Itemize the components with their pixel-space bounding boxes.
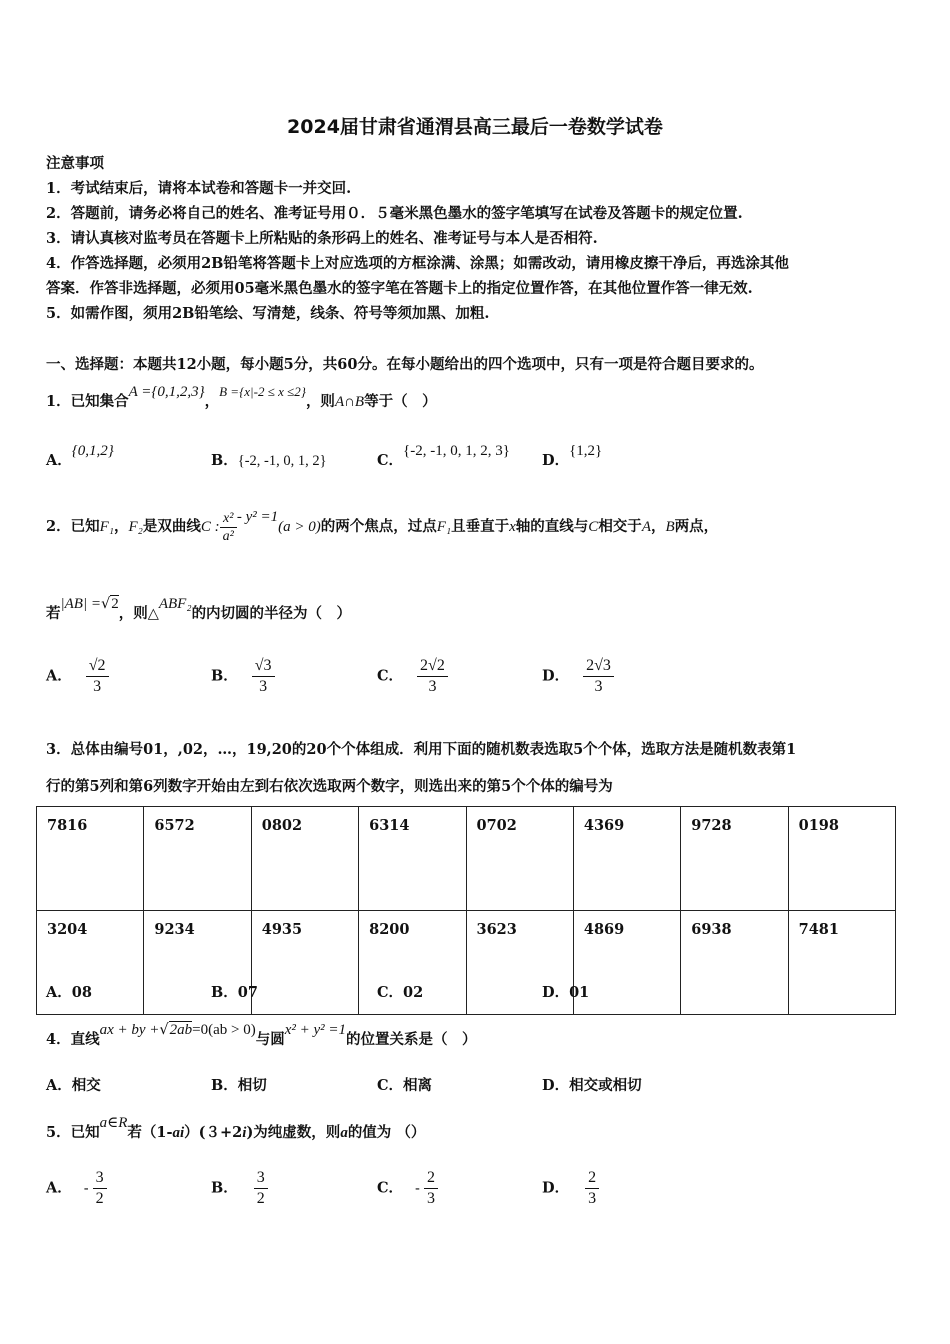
point-b: B	[665, 519, 675, 535]
q2-option-a[interactable]	[46, 656, 109, 697]
option-label: B．	[211, 1077, 238, 1094]
option-label: D．	[542, 1179, 570, 1197]
option-label: D．	[542, 452, 570, 469]
fraction-den: 3	[428, 678, 437, 695]
q1-text: 1．已知集合	[46, 393, 129, 410]
q3-option-c[interactable]	[377, 981, 423, 1002]
q3-option-b[interactable]	[211, 981, 258, 1002]
table-cell: 6572	[144, 807, 251, 911]
option-label: A．	[46, 452, 72, 469]
fraction-num: 2	[424, 1168, 438, 1189]
question-2-line2: 若|AB| =√2，则△ABF₂的内切圆的半径为（ ）	[46, 596, 352, 622]
table-cell: 7816	[37, 807, 144, 911]
option-fraction	[424, 1168, 438, 1209]
q4-text: 与圆	[255, 1031, 285, 1048]
option-value: {1,2}	[569, 443, 603, 459]
term-ai: ai	[172, 1125, 185, 1141]
note-item: 答案．作答非选择题，必须用05毫米黑色墨水的签字笔在答题卡上的指定位置作答，在其他位置作答一律无效.	[46, 280, 753, 297]
option-label: D．	[542, 984, 570, 1001]
q2-text: 的内切圆的半径为（ ）	[191, 605, 352, 622]
q3-option-d[interactable]	[542, 981, 589, 1002]
q4-option-d[interactable]	[542, 1074, 642, 1095]
table-cell: 7481	[788, 911, 895, 1015]
q1-sep: ，	[204, 393, 220, 410]
q4-text: 4．直线	[46, 1031, 100, 1048]
circle-eq: x² + y² =1	[284, 1022, 347, 1038]
table-cell: 4935	[251, 911, 358, 1015]
option-label: B．	[211, 984, 238, 1001]
focus-f2: F₂	[128, 519, 143, 535]
curve-fraction	[220, 510, 237, 545]
focus-f1: F₁	[99, 519, 114, 535]
q4-option-b[interactable]	[211, 1074, 267, 1095]
table-cell: 6314	[359, 807, 466, 911]
question-4: 4．直线ax + by +√2ab=0(ab > 0)与圆x² + y² =1的位置关系是（ ）	[46, 1022, 477, 1048]
curve-cond: (a > 0)	[278, 519, 321, 535]
q2-text: 2．已知	[46, 518, 100, 535]
q5-option-d[interactable]	[542, 1168, 599, 1209]
question-1	[46, 384, 437, 411]
table-cell: 0802	[251, 807, 358, 911]
table-cell: 3623	[466, 911, 573, 1015]
fraction-coef: 2	[420, 657, 429, 674]
q2-text: 两点，	[674, 518, 719, 535]
fraction-den: 3	[259, 678, 268, 695]
q4-option-c[interactable]	[377, 1074, 432, 1095]
option-value: 相切	[237, 1077, 267, 1094]
q2-text: 且垂直于	[451, 518, 510, 535]
option-fraction	[254, 1168, 268, 1209]
fraction-den: a²	[222, 528, 234, 544]
question-2	[46, 507, 718, 547]
option-fraction: $\frac{2√2}{3}$	[417, 656, 448, 697]
note-item: 5．如需作图，须用2B铅笔绘、写清楚，线条、符号等须加黑、加粗.	[46, 305, 490, 322]
q1-option-d[interactable]	[542, 443, 603, 470]
variable-a: a	[340, 1125, 348, 1141]
note-item: 2．答题前，请务必将自己的姓名、准考证号用０．５毫米黑色墨水的签字笔填写在试卷及答题卡的规定位置.	[46, 205, 743, 222]
q5-text: 5．已知	[46, 1124, 100, 1141]
option-label: B．	[211, 452, 238, 469]
option-label: D．	[542, 1077, 570, 1094]
option-value: 02	[403, 984, 424, 1001]
option-fraction	[93, 1168, 107, 1209]
note-item: 1．考试结束后，请将本试卷和答题卡一并交回.	[46, 180, 352, 197]
option-fraction: $\frac{√2}{3}$	[86, 656, 109, 697]
fraction-num: 2	[436, 657, 445, 674]
option-value: 08	[71, 984, 92, 1001]
fraction-num: 3	[254, 1168, 268, 1189]
option-value: {0,1,2}	[71, 443, 114, 459]
q1-option-c[interactable]	[377, 443, 510, 470]
condition: a∈R	[99, 1115, 128, 1131]
option-value: 01	[569, 984, 590, 1001]
note-item: 3．请认真核对监考员在答题卡上所粘贴的条形码上的姓名、准考证号与本人是否相符.	[46, 230, 598, 247]
table-row	[37, 911, 896, 1015]
option-label: A．	[46, 1179, 72, 1197]
table-cell: 3204	[37, 911, 144, 1015]
q4-option-a[interactable]	[46, 1074, 101, 1095]
fraction-num: 2	[585, 1168, 599, 1189]
curve-name: C :	[200, 519, 220, 535]
q5-text: 若（1-	[127, 1124, 173, 1141]
fraction-den: 3	[93, 678, 102, 695]
q2-sep: ，	[650, 518, 666, 535]
q3-option-a[interactable]	[46, 981, 92, 1002]
q5-text: ）(３+2	[184, 1124, 243, 1141]
option-value: 相离	[403, 1077, 433, 1094]
question-3-line2: 行的第5列和第6列数字开始由左到右依次选取两个数字，则选出来的第5个个体的编号为	[46, 778, 613, 795]
focus-f1: F₁	[436, 519, 452, 535]
exam-title: 2024届甘肃省通渭县高三最后一卷数学试卷	[287, 116, 663, 138]
option-label: B．	[211, 667, 238, 685]
option-sign: -	[415, 1180, 420, 1197]
fraction-num: 3	[602, 657, 611, 674]
table-row	[37, 807, 896, 911]
table-cell: 9234	[144, 911, 251, 1015]
q2-text: 若	[46, 605, 61, 622]
option-label: B．	[211, 1179, 238, 1197]
option-sign: -	[83, 1180, 89, 1197]
table-cell: 9728	[681, 807, 788, 911]
option-fraction	[585, 1168, 599, 1209]
random-number-table	[36, 806, 896, 1015]
q2-option-c[interactable]	[377, 656, 448, 697]
q5-option-a[interactable]	[46, 1168, 107, 1209]
option-label: C．	[377, 452, 404, 469]
fraction-den: 2	[95, 1190, 104, 1207]
curve-eq: - y² =1	[236, 509, 279, 525]
curve-name: C	[588, 519, 599, 535]
line-eq: ax + by +	[99, 1022, 160, 1038]
table-cell: 6938	[681, 911, 788, 1015]
q5-option-c[interactable]	[377, 1168, 438, 1209]
q5-text: 的值为 （）	[347, 1124, 426, 1141]
point-a: A	[641, 519, 651, 535]
fraction-num: 3	[93, 1168, 107, 1189]
fraction-den: 3	[594, 678, 603, 695]
table-cell: 4369	[573, 807, 680, 911]
table-cell: 4869	[573, 911, 680, 1015]
option-value: 相交或相切	[569, 1077, 642, 1094]
set-a: A ={0,1,2,3}	[128, 384, 205, 400]
sqrt-value: 2	[111, 596, 119, 612]
option-label: A．	[46, 1077, 72, 1094]
table-cell: 0702	[466, 807, 573, 911]
q1-option-a[interactable]	[46, 443, 114, 470]
q2-text: 相交于	[598, 518, 642, 535]
q4-text: 的位置关系是（ ）	[346, 1031, 477, 1048]
note-item: 4．作答选择题，必须用2B铅笔将答题卡上对应选项的方框涂满、涂黑；如需改动，请用橡皮擦干净后，再选涂其他	[46, 255, 789, 272]
fraction-den: 3	[426, 1190, 435, 1207]
set-b: B ={x|-2 ≤ x ≤2}	[219, 384, 306, 399]
option-value: 07	[237, 984, 258, 1001]
q1-option-b[interactable]	[211, 449, 327, 470]
x-axis: x	[509, 519, 516, 535]
q2-option-d[interactable]	[542, 656, 614, 697]
abs-ab: |AB| =	[60, 596, 101, 612]
fraction-coef: 2	[586, 657, 595, 674]
section-heading: 一、选择题：本题共12小题，每小题5分，共60分。在每小题给出的四个选项中，只有一项是符合题目要求的。	[46, 356, 764, 373]
q1-text: ，则	[305, 393, 335, 410]
question-5	[46, 1115, 426, 1142]
notes-heading: 注意事项	[46, 155, 104, 172]
option-fraction: $\frac{√3}{3}$	[252, 656, 275, 697]
q2-text: 轴的直线与	[515, 518, 589, 535]
q2-text: 的两个焦点，过点	[320, 518, 437, 535]
option-fraction: $\frac{2√3}{3}$	[583, 656, 614, 697]
option-value: {-2, -1, 0, 1, 2, 3}	[403, 443, 510, 459]
q2-option-b[interactable]	[211, 656, 275, 697]
option-label: C．	[377, 1179, 404, 1197]
term-i: i	[242, 1125, 247, 1141]
fraction-num: 2	[97, 657, 106, 674]
q2-text: ，则△	[118, 605, 159, 622]
sqrt-value: 2ab	[169, 1022, 193, 1038]
table-cell: 8200	[359, 911, 466, 1015]
fraction-den: 3	[588, 1190, 597, 1207]
table-cell: 0198	[788, 807, 895, 911]
fraction-num: x²	[220, 510, 237, 528]
option-label: C．	[377, 1077, 404, 1094]
q1-text: 等于（ ）	[364, 393, 437, 410]
question-3: 3．总体由编号01，,02，…，19,20的20个个体组成．利用下面的随机数表选取5个个体，选取方法是随机数表第1	[46, 741, 797, 758]
option-label: D．	[542, 667, 570, 685]
option-value: {-2, -1, 0, 1, 2}	[237, 453, 327, 469]
q5-option-b[interactable]	[211, 1168, 268, 1209]
option-value: 相交	[71, 1077, 101, 1094]
option-label: C．	[377, 667, 404, 685]
q1-expr: A∩B	[334, 394, 365, 410]
option-label: A．	[46, 667, 72, 685]
q2-text: 是双曲线	[142, 518, 201, 535]
fraction-den: 2	[256, 1190, 265, 1207]
triangle: ABF₂	[158, 596, 192, 612]
fraction-num: 3	[263, 657, 272, 674]
option-label: A．	[46, 984, 72, 1001]
line-eq-rhs: =0(ab > 0)	[192, 1022, 256, 1038]
option-label: C．	[377, 984, 404, 1001]
q2-sep: ，	[113, 518, 129, 535]
q5-text: )为纯虚数，则	[246, 1124, 341, 1141]
